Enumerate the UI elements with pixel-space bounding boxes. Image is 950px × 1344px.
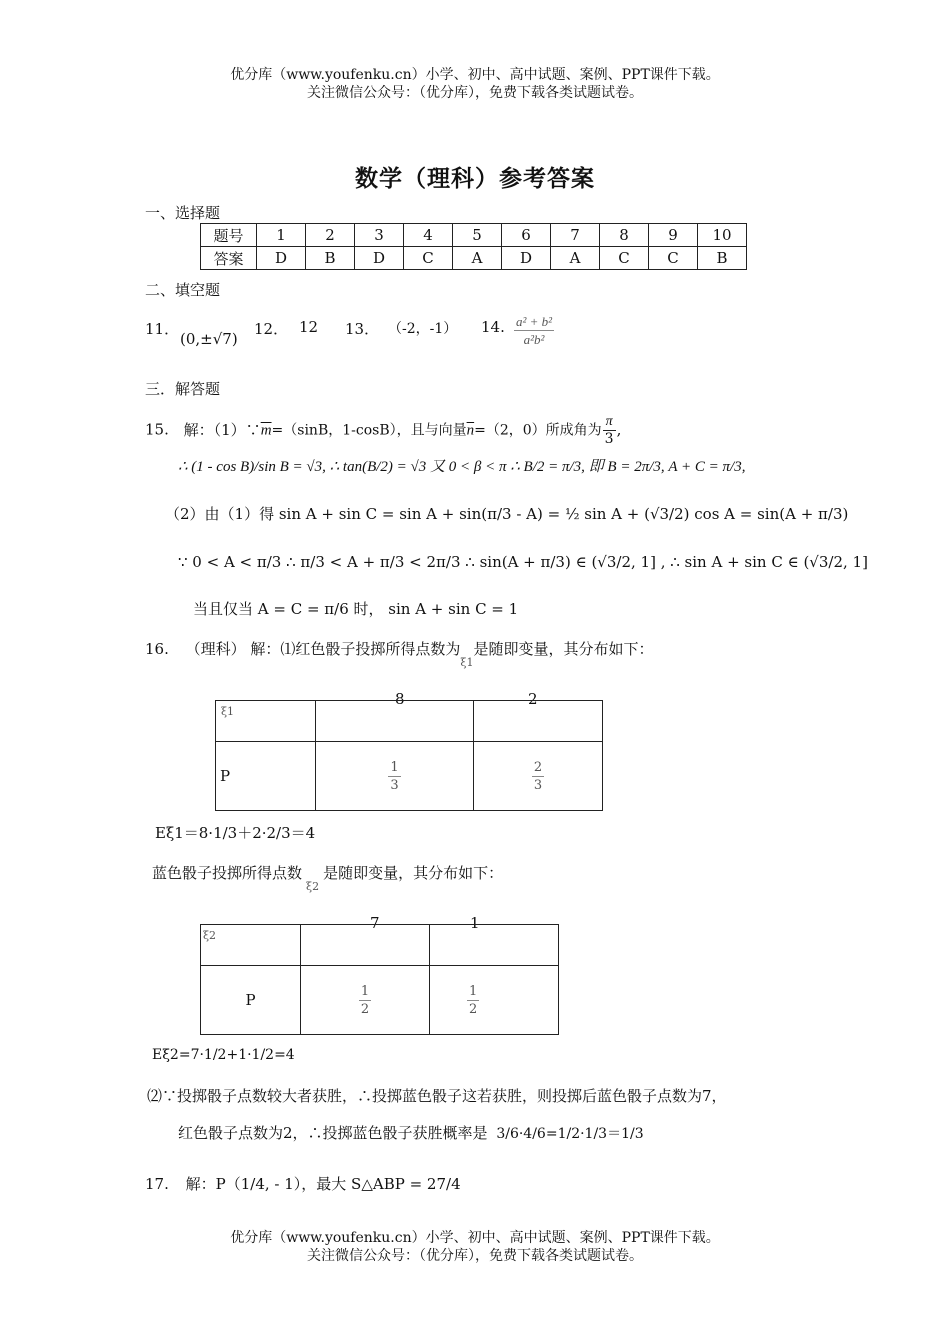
table-cell: C	[600, 247, 649, 270]
table2-prob-1-num: 1	[360, 983, 370, 999]
q13-label: 13．	[345, 320, 380, 338]
table-cell	[301, 966, 430, 1035]
q11-answer: (0,±√7)	[180, 330, 238, 348]
q16-part2-line-2	[178, 1122, 644, 1143]
table-row	[216, 701, 603, 742]
distribution-table-2	[200, 924, 559, 1035]
table-cell	[216, 701, 316, 742]
table-cell: 1	[257, 224, 306, 247]
q16-intro-end: 是随即变量，其分布如下：	[473, 640, 654, 658]
table1-p-label: P	[220, 767, 231, 785]
header-line-2: 关注微信公众号：（优分库），免费下载各类试题试卷。	[307, 85, 643, 101]
table-cell: A	[551, 247, 600, 270]
section-1-heading: 一、选择题	[145, 204, 221, 222]
vector-m: $\overline{m}$	[260, 422, 272, 439]
q15-line-5: 当且仅当 A = C = π/6 时， sin A + sin C = 1	[193, 600, 519, 618]
table-cell: 8	[600, 224, 649, 247]
q15-line-3: （2）由（1）得 sin A + sin C = sin A + sin(π/3 - A) = ½ sin A + (√3/2) cos A = sin(A + π/3)	[165, 505, 849, 523]
table2-prob-2-num: 1	[469, 983, 478, 999]
section-2-heading: 二、填空题	[145, 281, 221, 299]
vector-n-value: =（2，0）所成角为	[474, 422, 602, 439]
q14-label: 14.	[481, 318, 505, 336]
q16-part2-line-1: ⑵∵投掷骰子点数较大者获胜，∴投掷蓝色骰子这若获胜，则投掷后蓝色骰子点数为7，	[147, 1087, 727, 1105]
expectation-1: Eξ1＝8·1/3＋2·2/3＝4	[155, 824, 316, 842]
table2-p-label: P	[245, 991, 256, 1009]
table1-prob-1-num: 1	[390, 759, 399, 775]
q17-label: 17.	[145, 1175, 169, 1193]
table-cell: D	[502, 247, 551, 270]
q12-label: 12．	[254, 320, 289, 338]
vector-n: $\overline{n}$	[466, 422, 475, 439]
vector-m-value: =（sinB，1-cosB），且与向量	[271, 422, 467, 439]
table-cell: 7	[551, 224, 600, 247]
q13-answer: （-2，-1）	[388, 321, 458, 337]
table-cell-label: 题号	[201, 224, 257, 247]
table1-prob-2-den: 3	[533, 777, 543, 793]
table-cell-label: 答案	[201, 247, 257, 270]
table1-value-1: 8	[395, 690, 405, 708]
table-cell	[474, 742, 603, 811]
table-row-answers	[201, 247, 747, 270]
table-cell: 4	[404, 224, 453, 247]
table2-value-1: 7	[370, 914, 380, 932]
table1-rv: ξ1	[221, 705, 235, 718]
q17-text: 解：P（1/4, - 1），最大 S△ABP = 27/4	[185, 1175, 461, 1193]
q16-intro: （理科） 解：⑴红色骰子投掷所得点数为	[185, 640, 461, 658]
table-cell	[201, 966, 301, 1035]
xi1-symbol: ξ1	[460, 656, 474, 669]
table1-value-2: 2	[528, 690, 538, 708]
table-cell: B	[698, 247, 747, 270]
page-title: 数学（理科）参考答案	[355, 165, 595, 192]
header-line-1: 优分库（www.youfenku.cn）小学、初中、高中试题、案例、PPT课件下载。	[230, 67, 720, 83]
section-3-heading: 三．解答题	[145, 380, 221, 398]
q12-answer: 12	[299, 318, 319, 336]
table2-rv: ξ2	[203, 929, 217, 942]
table-row-numbers	[201, 224, 747, 247]
q14-answer	[513, 313, 555, 348]
q14-denominator: a²b²	[523, 332, 545, 347]
q15-label: 15.	[145, 420, 169, 439]
table-cell	[430, 925, 559, 966]
table-row	[201, 966, 559, 1035]
table1-prob-1-den: 3	[390, 777, 399, 793]
q15-line-1: 15. 解：$(1)\because\overline{m}=(\sin B$，1-cosB），且与向量$\overline{n}=(2$，0）所成角为 $\frac{\pi}{3}$ ,	[145, 414, 622, 447]
answer-table	[200, 223, 747, 270]
table-cell: A	[453, 247, 502, 270]
table-cell	[201, 925, 301, 966]
q15-intro: 解：（1）∵	[183, 420, 261, 439]
table2-value-2: 1	[470, 914, 480, 932]
table-cell	[316, 701, 474, 742]
expectation-2: Eξ2=7·1/2+1·1/2=4	[152, 1047, 295, 1063]
angle-denominator: 3	[604, 431, 614, 447]
angle-numerator: π	[603, 413, 616, 431]
table-cell: C	[404, 247, 453, 270]
table-cell: C	[649, 247, 698, 270]
table-row	[201, 925, 559, 966]
blue-intro: 蓝色骰子投掷所得点数	[152, 864, 303, 882]
part2-expression: 3/6·4/6=1/2·1/3＝1/3	[496, 1126, 644, 1142]
table-cell: B	[306, 247, 355, 270]
table1-prob-2-num: 2	[533, 759, 543, 775]
distribution-table-1	[215, 700, 603, 811]
blue-intro-end: 是随即变量，其分布如下：	[323, 864, 504, 882]
table-cell: 2	[306, 224, 355, 247]
table-cell: 9	[649, 224, 698, 247]
table-cell: 10	[698, 224, 747, 247]
table-cell: 5	[453, 224, 502, 247]
footer-line-1: 优分库（www.youfenku.cn）小学、初中、高中试题、案例、PPT课件下载。	[230, 1230, 720, 1246]
table-row	[216, 742, 603, 811]
table2-prob-1-den: 2	[360, 1001, 370, 1017]
table-cell	[216, 742, 316, 811]
q14-numerator: a² + b²	[516, 314, 553, 329]
q15-line-2: ∴ (1 - cos B)/sin B = √3, ∴ tan(B/2) = √3 又 0 < β < π ∴ B/2 = π/3, 即 B = 2π/3, A + C = π/3,	[178, 459, 746, 475]
table2-prob-2-den: 2	[469, 1001, 478, 1017]
q15-line-4: ∵ 0 < A < π/3 ∴ π/3 < A + π/3 < 2π/3 ∴ sin(A + π/3) ∈ (√3/2, 1] , ∴ sin A + sin C ∈ (√3/2, 1]	[178, 553, 868, 571]
table-cell	[474, 701, 603, 742]
table-cell: D	[355, 247, 404, 270]
table-cell: 3	[355, 224, 404, 247]
table-cell: D	[257, 247, 306, 270]
footer-line-2: 关注微信公众号：（优分库），免费下载各类试题试卷。	[307, 1248, 643, 1264]
q11-label: 11．	[145, 320, 180, 338]
part2-text: 红色骰子点数为2，∴投掷蓝色骰子获胜概率是	[178, 1124, 488, 1142]
q17-line	[145, 1173, 461, 1194]
table-cell: 6	[502, 224, 551, 247]
q16-label: 16.	[145, 640, 169, 658]
table-cell	[316, 742, 474, 811]
table-cell	[301, 925, 430, 966]
table-cell	[430, 966, 559, 1035]
xi2-symbol: ξ2	[306, 880, 320, 893]
